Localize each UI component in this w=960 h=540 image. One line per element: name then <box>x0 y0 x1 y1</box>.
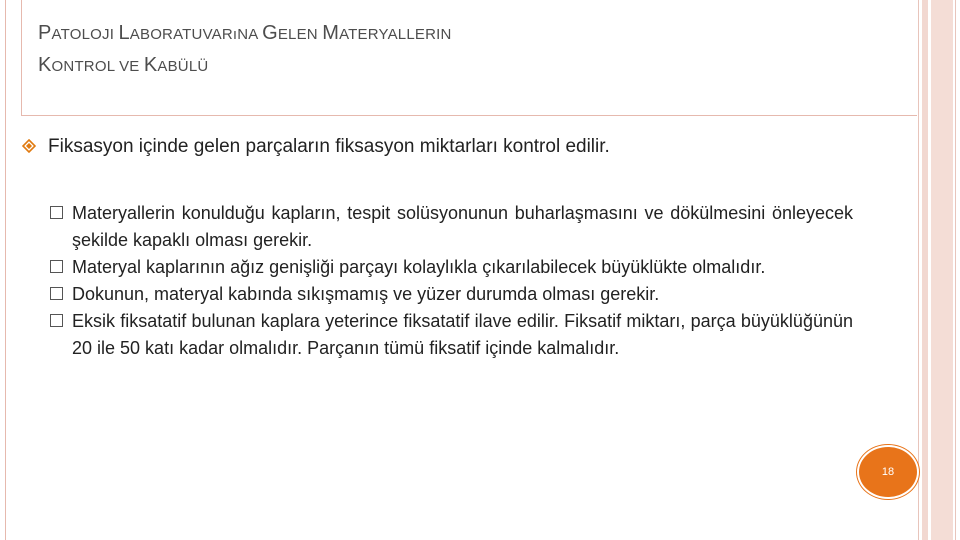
title-cap: G <box>262 22 278 44</box>
decor-strip <box>922 0 928 540</box>
title-word: ATOLOJI <box>51 26 119 43</box>
title-word: ONTROL VE <box>51 58 144 75</box>
title-line-2 <box>38 50 452 82</box>
sub-bullet <box>50 281 853 308</box>
sub-bullet-text: Materyallerin konulduğu kapların, tespit solüsyonunun buharlaşmasını ve dökülmesini önleyecek şekilde kapaklı olması gerekir. <box>72 203 853 250</box>
title-word: ABORATUVARıNA <box>129 26 263 43</box>
left-frame-line <box>5 0 6 540</box>
decor-strip <box>955 0 956 540</box>
checkbox-bullet-icon <box>50 206 63 219</box>
main-bullet-text: Fiksasyon içinde gelen parçaların fiksasyon miktarları kontrol edilir. <box>48 136 610 157</box>
sub-bullet-text: Dokunun, materyal kabında sıkışmamış ve yüzer durumda olması gerekir. <box>72 284 660 304</box>
sub-bullet-text: Eksik fiksatatif bulunan kaplara yeterince fiksatatif ilave edilir. Fiksatif miktarı, parça büyüklüğünün 20 ile 50 katı kadar olmalıdır. Parçanın tümü fiksatif içinde kalmalıdır. <box>72 311 853 358</box>
sub-bullet <box>50 200 853 254</box>
checkbox-bullet-icon <box>50 314 63 327</box>
sub-bullet-list <box>50 200 853 362</box>
page-number-badge <box>857 445 919 499</box>
sub-bullet <box>50 254 853 281</box>
title-word: ABÜLÜ <box>157 58 209 75</box>
title-word: ATERYALLERIN <box>339 26 452 43</box>
title-cap: P <box>38 22 52 44</box>
title-cap: K <box>143 54 158 76</box>
title-cap: M <box>322 22 340 44</box>
title-line-1 <box>38 18 452 50</box>
decor-strip <box>918 0 919 540</box>
title-cap: K <box>38 54 52 76</box>
decor-strip <box>931 0 953 540</box>
page-number: 18 <box>881 466 895 478</box>
sub-bullet <box>50 308 853 362</box>
diamond-bullet-icon <box>22 135 38 163</box>
checkbox-bullet-icon <box>50 287 63 300</box>
sub-bullet-text: Materyal kaplarının ağız genişliği parçayı kolaylıkla çıkarılabilecek büyüklükte olmalıdır. <box>72 257 766 277</box>
title-cap: L <box>118 22 130 44</box>
title-word: ELEN <box>277 26 323 43</box>
title-divider <box>21 115 917 116</box>
checkbox-bullet-icon <box>50 260 63 273</box>
title-frame-line <box>21 0 22 116</box>
slide-title <box>38 18 452 82</box>
